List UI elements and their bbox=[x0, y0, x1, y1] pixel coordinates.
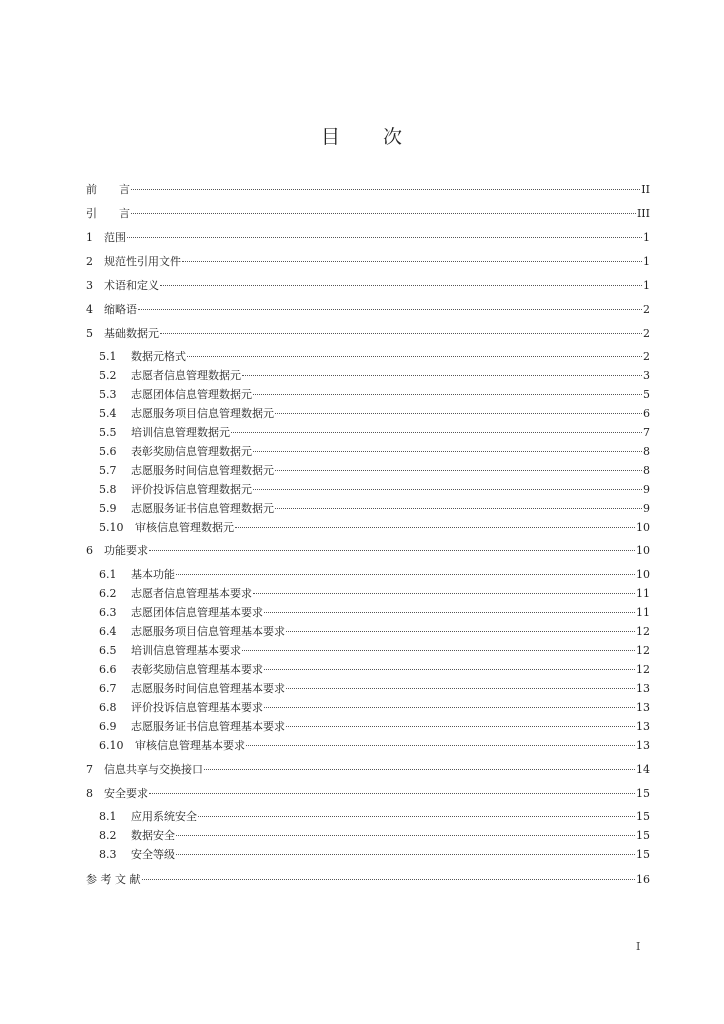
toc-dot-leader bbox=[253, 393, 642, 395]
toc-entry[interactable] bbox=[86, 253, 650, 271]
toc-entry-page: 11 bbox=[636, 587, 650, 600]
toc-entry-label: 志愿者信息管理数据元 bbox=[131, 369, 241, 382]
toc-entry[interactable] bbox=[99, 846, 650, 864]
toc-dot-leader bbox=[275, 469, 642, 471]
toc-entry-page: 9 bbox=[643, 483, 650, 496]
toc-dot-leader bbox=[253, 450, 642, 452]
toc-entry-number: 4 bbox=[86, 303, 93, 316]
toc-entry[interactable] bbox=[99, 718, 650, 736]
toc-entry-page: 7 bbox=[643, 426, 650, 439]
toc-entry-label: 安全等级 bbox=[131, 848, 175, 861]
toc-dot-leader bbox=[160, 332, 642, 334]
toc-entry[interactable] bbox=[99, 443, 650, 461]
toc-dot-leader bbox=[253, 488, 642, 490]
toc-dot-leader bbox=[142, 878, 636, 880]
toc-entry-label: 评价投诉信息管理数据元 bbox=[131, 483, 252, 496]
toc-entry-label: 表彰奖励信息管理数据元 bbox=[131, 445, 252, 458]
toc-entry-number: 5.9 bbox=[99, 502, 117, 515]
toc-entry-page: 6 bbox=[643, 407, 650, 420]
toc-entry[interactable] bbox=[99, 500, 650, 518]
toc-entry[interactable] bbox=[86, 785, 650, 803]
toc-entry-number: 1 bbox=[86, 231, 93, 244]
toc-entry-label: 志愿服务证书信息管理数据元 bbox=[131, 502, 274, 515]
title-char-left: 目 bbox=[320, 126, 341, 148]
toc-dot-leader bbox=[149, 549, 635, 551]
toc-dot-leader bbox=[187, 355, 642, 357]
toc-entry-page: 15 bbox=[636, 829, 650, 842]
toc-entry-number: 5.5 bbox=[99, 426, 117, 439]
toc-entry-number: 6.9 bbox=[99, 720, 117, 733]
toc-dot-leader bbox=[160, 284, 642, 286]
toc-entry-number: 5.1 bbox=[99, 350, 117, 363]
toc-dot-leader bbox=[264, 611, 635, 613]
toc-dot-leader bbox=[176, 853, 635, 855]
page-number: I bbox=[636, 940, 641, 953]
toc-entry[interactable] bbox=[86, 871, 650, 889]
toc-entry-label: 审核信息管理数据元 bbox=[135, 521, 234, 534]
toc-entry-page: 15 bbox=[636, 848, 650, 861]
toc-entry-page: 8 bbox=[643, 445, 650, 458]
toc-entry-number: 6.5 bbox=[99, 644, 117, 657]
toc-entry-label: 志愿服务时间信息管理数据元 bbox=[131, 464, 274, 477]
toc-entry-page: 15 bbox=[636, 810, 650, 823]
toc-entry-label: 培训信息管理数据元 bbox=[131, 426, 230, 439]
toc-entry-label: 引 言 bbox=[86, 207, 130, 220]
toc-entry-page: 3 bbox=[643, 369, 650, 382]
toc-entry-label: 数据安全 bbox=[131, 829, 175, 842]
toc-dot-leader bbox=[286, 687, 635, 689]
toc-dot-leader bbox=[235, 526, 635, 528]
toc-entry-number: 8.2 bbox=[99, 829, 117, 842]
toc-entry[interactable] bbox=[99, 462, 650, 480]
toc-entry-page: 11 bbox=[636, 606, 650, 619]
toc-dot-leader bbox=[275, 507, 642, 509]
toc-entry[interactable] bbox=[99, 405, 650, 423]
toc-entry-label: 评价投诉信息管理基本要求 bbox=[131, 701, 263, 714]
toc-entry[interactable] bbox=[86, 542, 650, 560]
toc-entry[interactable] bbox=[99, 680, 650, 698]
toc-entry[interactable] bbox=[99, 566, 650, 584]
page-title bbox=[0, 122, 724, 149]
toc-dot-leader bbox=[198, 815, 635, 817]
toc-entry-label: 表彰奖励信息管理基本要求 bbox=[131, 663, 263, 676]
toc-entry-page: 15 bbox=[636, 787, 650, 800]
toc-entry[interactable] bbox=[99, 661, 650, 679]
toc-dot-leader bbox=[127, 236, 642, 238]
toc-entry[interactable] bbox=[86, 229, 650, 247]
toc-entry-page: 12 bbox=[636, 625, 650, 638]
toc-dot-leader bbox=[204, 768, 635, 770]
toc-dot-leader bbox=[275, 412, 642, 414]
toc-dot-leader bbox=[182, 260, 642, 262]
toc-entry-number: 6.10 bbox=[99, 739, 124, 752]
toc-entry[interactable] bbox=[86, 761, 650, 779]
toc-entry[interactable] bbox=[86, 277, 650, 295]
toc-entry-page: 2 bbox=[643, 327, 650, 340]
toc-entry-page: II bbox=[641, 183, 650, 196]
toc-entry[interactable] bbox=[86, 325, 650, 343]
toc-entry-page: 2 bbox=[643, 350, 650, 363]
toc-entry-label: 基础数据元 bbox=[104, 327, 159, 340]
toc-dot-leader bbox=[286, 725, 635, 727]
toc-entry-page: 10 bbox=[636, 544, 650, 557]
toc-entry-page: 13 bbox=[636, 701, 650, 714]
toc-entry-number: 6.3 bbox=[99, 606, 117, 619]
toc-dot-leader bbox=[176, 573, 635, 575]
toc-entry-number: 6.1 bbox=[99, 568, 117, 581]
toc-entry-number: 3 bbox=[86, 279, 93, 292]
toc-entry-label: 培训信息管理基本要求 bbox=[131, 644, 241, 657]
title-char-right: 次 bbox=[383, 126, 404, 148]
toc-entry-page: 14 bbox=[636, 763, 650, 776]
toc-entry-number: 5.6 bbox=[99, 445, 117, 458]
toc-entry[interactable] bbox=[99, 386, 650, 404]
toc-entry-number: 6.8 bbox=[99, 701, 117, 714]
toc-entry-page: 10 bbox=[636, 521, 650, 534]
toc-entry-label: 应用系统安全 bbox=[131, 810, 197, 823]
toc-entry[interactable] bbox=[99, 604, 650, 622]
toc-entry-number: 5.4 bbox=[99, 407, 117, 420]
toc-entry-label: 审核信息管理基本要求 bbox=[135, 739, 245, 752]
toc-entry-number: 6.2 bbox=[99, 587, 117, 600]
toc-entry[interactable] bbox=[99, 808, 650, 826]
toc-entry-number: 5.8 bbox=[99, 483, 117, 496]
toc-entry-label: 志愿团体信息管理基本要求 bbox=[131, 606, 263, 619]
toc-entry-label: 术语和定义 bbox=[104, 279, 159, 292]
toc-entry[interactable] bbox=[99, 424, 650, 442]
toc-entry[interactable] bbox=[99, 737, 650, 755]
toc-entry-label: 志愿服务项目信息管理数据元 bbox=[131, 407, 274, 420]
toc-entry-number: 5.7 bbox=[99, 464, 117, 477]
toc-entry[interactable] bbox=[99, 827, 650, 845]
toc-entry[interactable] bbox=[99, 699, 650, 717]
toc-entry-label: 基本功能 bbox=[131, 568, 175, 581]
toc-entry-label: 前 言 bbox=[86, 183, 130, 196]
toc-dot-leader bbox=[264, 668, 635, 670]
toc-entry[interactable] bbox=[99, 367, 650, 385]
toc-entry[interactable] bbox=[99, 623, 650, 641]
toc-entry-number: 2 bbox=[86, 255, 93, 268]
toc-entry-label: 信息共享与交换接口 bbox=[104, 763, 203, 776]
toc-entry-page: 16 bbox=[636, 873, 650, 886]
toc-entry-label: 志愿服务项目信息管理基本要求 bbox=[131, 625, 285, 638]
toc-entry-page: 12 bbox=[636, 663, 650, 676]
toc-entry-label: 参 考 文 献 bbox=[86, 873, 141, 886]
toc-dot-leader bbox=[131, 188, 640, 190]
toc-entry-page: 9 bbox=[643, 502, 650, 515]
toc-entry[interactable] bbox=[86, 181, 650, 199]
toc-entry-page: III bbox=[636, 207, 650, 220]
toc-entry-page: 1 bbox=[643, 255, 650, 268]
toc-entry-page: 12 bbox=[636, 644, 650, 657]
toc-entry-label: 缩略语 bbox=[104, 303, 137, 316]
toc-entry-number: 8.3 bbox=[99, 848, 117, 861]
toc-dot-leader bbox=[246, 744, 635, 746]
toc-entry[interactable] bbox=[86, 205, 650, 223]
toc-entry-page: 13 bbox=[636, 739, 650, 752]
toc-entry-page: 2 bbox=[643, 303, 650, 316]
toc-entry-label: 范围 bbox=[104, 231, 126, 244]
toc-entry[interactable] bbox=[99, 348, 650, 366]
toc-entry[interactable] bbox=[99, 585, 650, 603]
toc-dot-leader bbox=[176, 834, 635, 836]
toc-entry-label: 数据元格式 bbox=[131, 350, 186, 363]
toc-entry-number: 6 bbox=[86, 544, 93, 557]
toc-entry-number: 7 bbox=[86, 763, 93, 776]
toc-entry-label: 志愿者信息管理基本要求 bbox=[131, 587, 252, 600]
toc-entry-number: 6.7 bbox=[99, 682, 117, 695]
toc-dot-leader bbox=[242, 649, 635, 651]
toc-entry-label: 安全要求 bbox=[104, 787, 148, 800]
toc-entry-number: 8.1 bbox=[99, 810, 117, 823]
toc-dot-leader bbox=[231, 431, 642, 433]
toc-entry-page: 10 bbox=[636, 568, 650, 581]
toc-entry-number: 5 bbox=[86, 327, 93, 340]
toc-entry[interactable] bbox=[99, 519, 650, 537]
toc-dot-leader bbox=[242, 374, 642, 376]
toc-dot-leader bbox=[264, 706, 635, 708]
toc-entry-number: 5.10 bbox=[99, 521, 124, 534]
toc-dot-leader bbox=[286, 630, 635, 632]
toc-entry[interactable] bbox=[99, 481, 650, 499]
toc-entry-label: 志愿服务证书信息管理基本要求 bbox=[131, 720, 285, 733]
toc-entry-number: 5.2 bbox=[99, 369, 117, 382]
toc-entry-page: 13 bbox=[636, 720, 650, 733]
toc-entry-page: 1 bbox=[643, 231, 650, 244]
toc-dot-leader bbox=[131, 212, 636, 214]
toc-entry-page: 13 bbox=[636, 682, 650, 695]
toc-dot-leader bbox=[253, 592, 635, 594]
toc-entry-number: 8 bbox=[86, 787, 93, 800]
toc-entry-label: 志愿团体信息管理数据元 bbox=[131, 388, 252, 401]
toc-dot-leader bbox=[149, 792, 635, 794]
toc-entry-page: 1 bbox=[643, 279, 650, 292]
toc-dot-leader bbox=[138, 308, 642, 310]
toc-entry[interactable] bbox=[86, 301, 650, 319]
toc-entry-page: 5 bbox=[643, 388, 650, 401]
toc-entry-label: 志愿服务时间信息管理基本要求 bbox=[131, 682, 285, 695]
toc-entry[interactable] bbox=[99, 642, 650, 660]
toc-entry-page: 8 bbox=[643, 464, 650, 477]
toc-entry-number: 5.3 bbox=[99, 388, 117, 401]
toc-entry-number: 6.6 bbox=[99, 663, 117, 676]
toc-entry-label: 功能要求 bbox=[104, 544, 148, 557]
toc-entry-label: 规范性引用文件 bbox=[104, 255, 181, 268]
toc-entry-number: 6.4 bbox=[99, 625, 117, 638]
